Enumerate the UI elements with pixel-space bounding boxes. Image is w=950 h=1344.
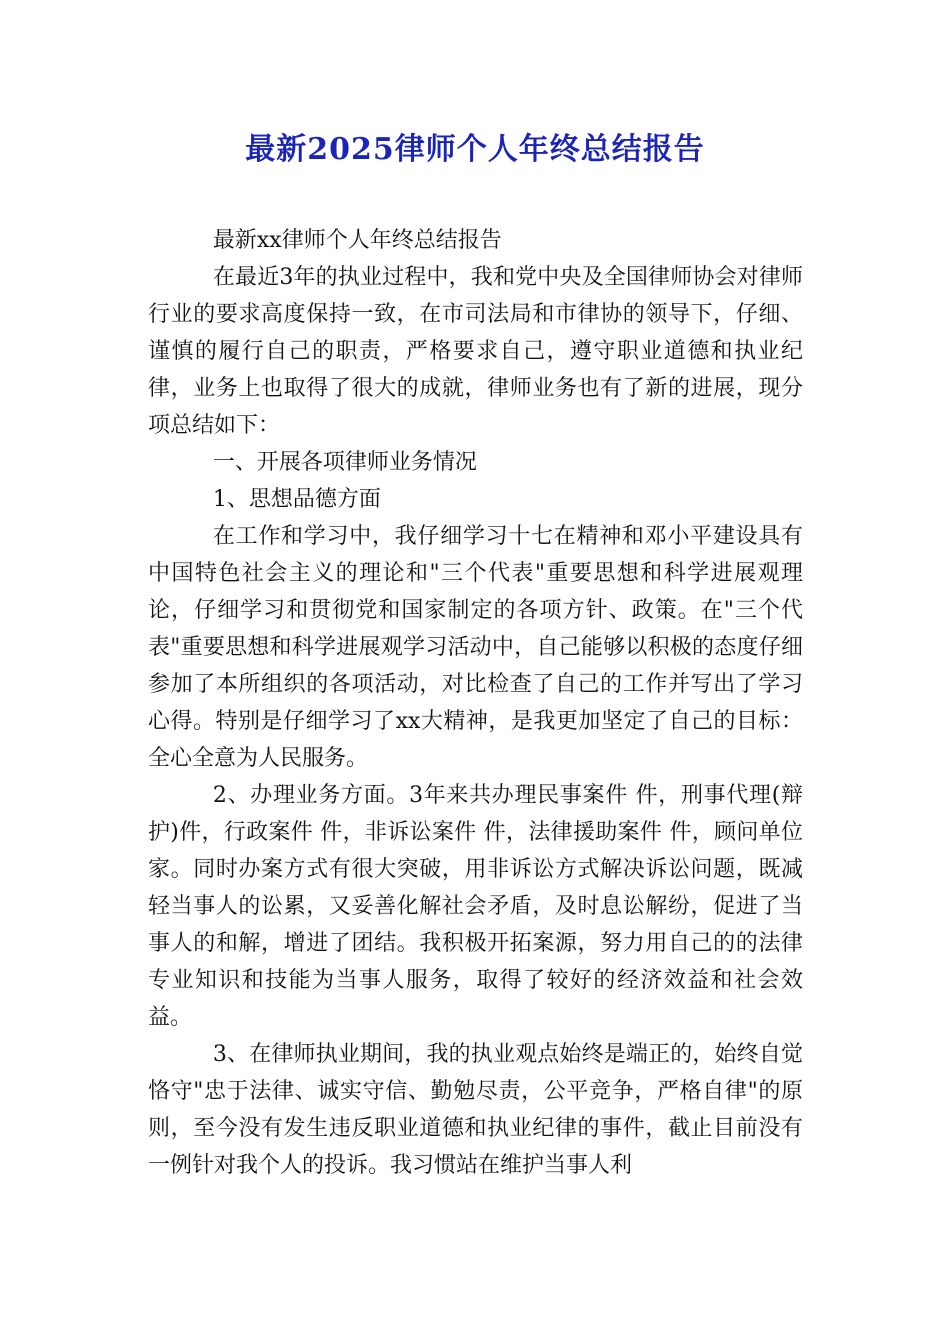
document-body	[148, 222, 803, 1184]
subsection-heading-1: 1、思想品德方面	[212, 487, 381, 512]
paragraph-business: 2、办理业务方面。3年来共办理民事案件 件，刑事代理(辩护)件，行政案件 件，非诉讼案件 件，法律援助案件 件，顾问单位 家。同时办案方式有很大突破，用非诉讼方式解决诉讼问题，既减轻当事人的讼累，又妥善化解社会矛盾，及时息讼解纷，促进了当事人的和解，增进了团结。我积极开拓案源，努力用自己的的法律专业知识和技能为当事人服务，取得了较好的经济效益和社会效益。	[148, 783, 803, 1030]
paragraph-practice: 3、在律师执业期间，我的执业观点始终是端正的，始终自觉恪守"忠于法律、诚实守信、勤勉尽责，公平竞争，严格自律"的原则，至今没有发生违反职业道德和执业纪律的事件，截止目前没有一例针对我个人的投诉。我习惯站在维护当事人利	[148, 1042, 803, 1178]
section-heading-1: 一、开展各项律师业务情况	[212, 450, 477, 475]
document-title: 最新2025律师个人年终总结报告	[245, 132, 705, 167]
paragraph-intro: 在最近3年的执业过程中，我和党中央及全国律师协会对律师行业的要求高度保持一致，在市司法局和市律协的领导下，仔细、谨慎的履行自己的职责，严格要求自己，遵守职业道德和执业纪律，业务上也取得了很大的成就，律师业务也有了新的进展，现分项总结如下：	[148, 265, 803, 438]
paragraph-ideology: 在工作和学习中，我仔细学习十七在精神和邓小平建设具有中国特色社会主义的理论和"三个代表"重要思想和科学进展观理论，仔细学习和贯彻党和国家制定的各项方针、政策。在"三个代表"重要思想和科学进展观学习活动中，自己能够以积极的态度仔细参加了本所组织的各项活动，对比检查了自己的工作并写出了学习心得。特别是仔细学习了xx大精神，是我更加坚定了自己的目标：全心全意为人民服务。	[148, 524, 803, 771]
paragraph-subtitle: 最新xx律师个人年终总结报告	[212, 228, 502, 253]
